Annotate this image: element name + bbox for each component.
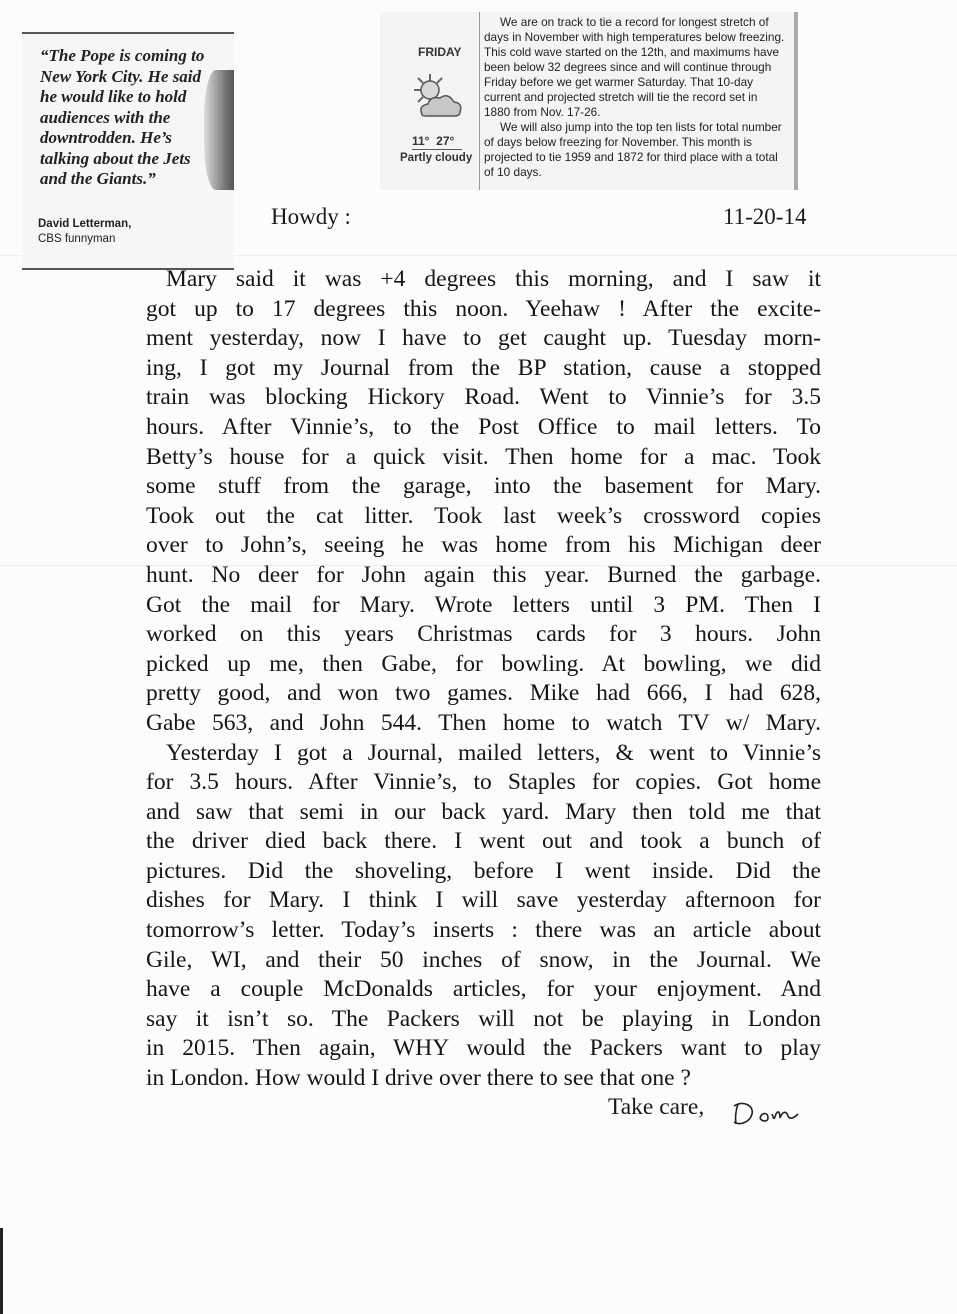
letter-line: over to John’s, seeing he was home from his Michigan deer	[146, 532, 821, 559]
letter-line: say it isn’t so. The Packers will not be playing in London	[146, 1005, 821, 1032]
letter-line: ment yesterday, now I have to get caught up. Tuesday morn-	[146, 325, 821, 352]
signature	[730, 1098, 810, 1128]
letter-line: the driver died back there. I went out and took a bunch of	[146, 828, 821, 855]
letter-line: worked on this years Christmas cards for 3 hours. John	[146, 621, 821, 648]
letter-line: and saw that semi in our back yard. Mary then told me that	[146, 798, 821, 825]
letter-body	[146, 265, 821, 1094]
letter-line: Gile, WI, and their 50 inches of snow, in the Journal. We	[146, 946, 821, 973]
letter-line: got up to 17 degrees this noon. Yeehaw ! After the excite-	[146, 295, 821, 322]
weather-high: 11°	[412, 134, 430, 148]
letter-line: have a couple McDonalds articles, for your enjoyment. And	[146, 976, 821, 1003]
letter-date: 11-20-14	[723, 204, 807, 229]
letter-greeting: Howdy :	[271, 204, 351, 229]
letter-line: Took out the cat litter. Took last week’s crossword copies	[146, 502, 821, 529]
quote-author-role: CBS funnyman	[38, 233, 116, 245]
quote-text: “The Pope is coming to New York City. He said he would like to hold audiences with the downtrodden. He’s talking about the Jets and the Giants.”	[40, 46, 205, 188]
letter-line: Mary said it was +4 degrees this morning, and I saw it	[166, 266, 821, 292]
letter-line: some stuff from the garage, into the basement for Mary.	[146, 473, 821, 500]
weather-condition: Partly cloudy	[400, 152, 473, 164]
letter-line: pretty good, and won two games. Mike had 666, I had 628,	[146, 680, 821, 707]
letter-line: Yesterday I got a Journal, mailed letters, & went to Vinnie’s	[166, 739, 821, 766]
letter-line: for 3.5 hours. After Vinnie’s, to Staples for copies. Got home	[146, 769, 821, 796]
column-divider	[479, 12, 480, 190]
letter-line: hunt. No deer for John again this year. Burned the garbage.	[146, 561, 821, 588]
weather-paragraph: We will also jump into the top ten lists for total number of days below freezing for November. This month is projected to tie 1959 and 1872 for third place with a total of 10 days.	[484, 120, 782, 179]
letter-line: Betty’s house for a quick visit. Then home for a mac. Took	[146, 443, 821, 470]
letter-line: ing, I got my Journal from the BP station, cause a stopped	[146, 354, 821, 381]
letter-line: dishes for Mary. I think I will save yesterday afternoon for	[146, 887, 821, 914]
page-edge	[0, 1228, 3, 1314]
weather-paragraph: We are on track to tie a record for longest stretch of days in November with high temperatures below freezing. This cold wave started on the 12th, and maximums have been below 32 degrees since and will continue through Friday before we get warmer Saturday. That 10-day current and projected stretch will tie the record set in 1880 from Nov. 17-26.	[484, 15, 785, 119]
letter-line: hours. After Vinnie’s, to the Post Office to mail letters. To	[146, 413, 821, 440]
letter-line: Got the mail for Mary. Wrote letters until 3 PM. Then I	[146, 591, 821, 618]
letter-line: tomorrow’s letter. Today’s inserts : there was an article about	[146, 917, 821, 944]
letter-line: train was blocking Hickory Road. Went to Vinnie’s for 3.5	[146, 384, 821, 411]
weather-day: FRIDAY	[418, 45, 462, 59]
weather-article	[484, 15, 786, 180]
letter-line: pictures. Did the shoveling, before I went inside. Did the	[146, 857, 821, 884]
quote-clipping	[22, 32, 234, 270]
weather-temps	[412, 134, 462, 150]
letter-line: in 2015. Then again, WHY would the Packers want to play	[146, 1035, 821, 1062]
letter-line: picked up me, then Gabe, for bowling. At bowling, we did	[146, 650, 821, 677]
weather-low: 27°	[436, 134, 455, 148]
weather-clipping	[380, 12, 798, 190]
letter-line: Gabe 563, and John 544. Then home to watch TV w/ Mary.	[146, 709, 821, 736]
letter-closing: Take care,	[608, 1094, 705, 1120]
letter-line: in London. How would I drive over there to see that one ?	[146, 1065, 691, 1092]
partly-cloudy-icon	[408, 70, 466, 128]
quote-author: David Letterman,	[38, 218, 132, 230]
portrait-photo	[204, 70, 234, 190]
